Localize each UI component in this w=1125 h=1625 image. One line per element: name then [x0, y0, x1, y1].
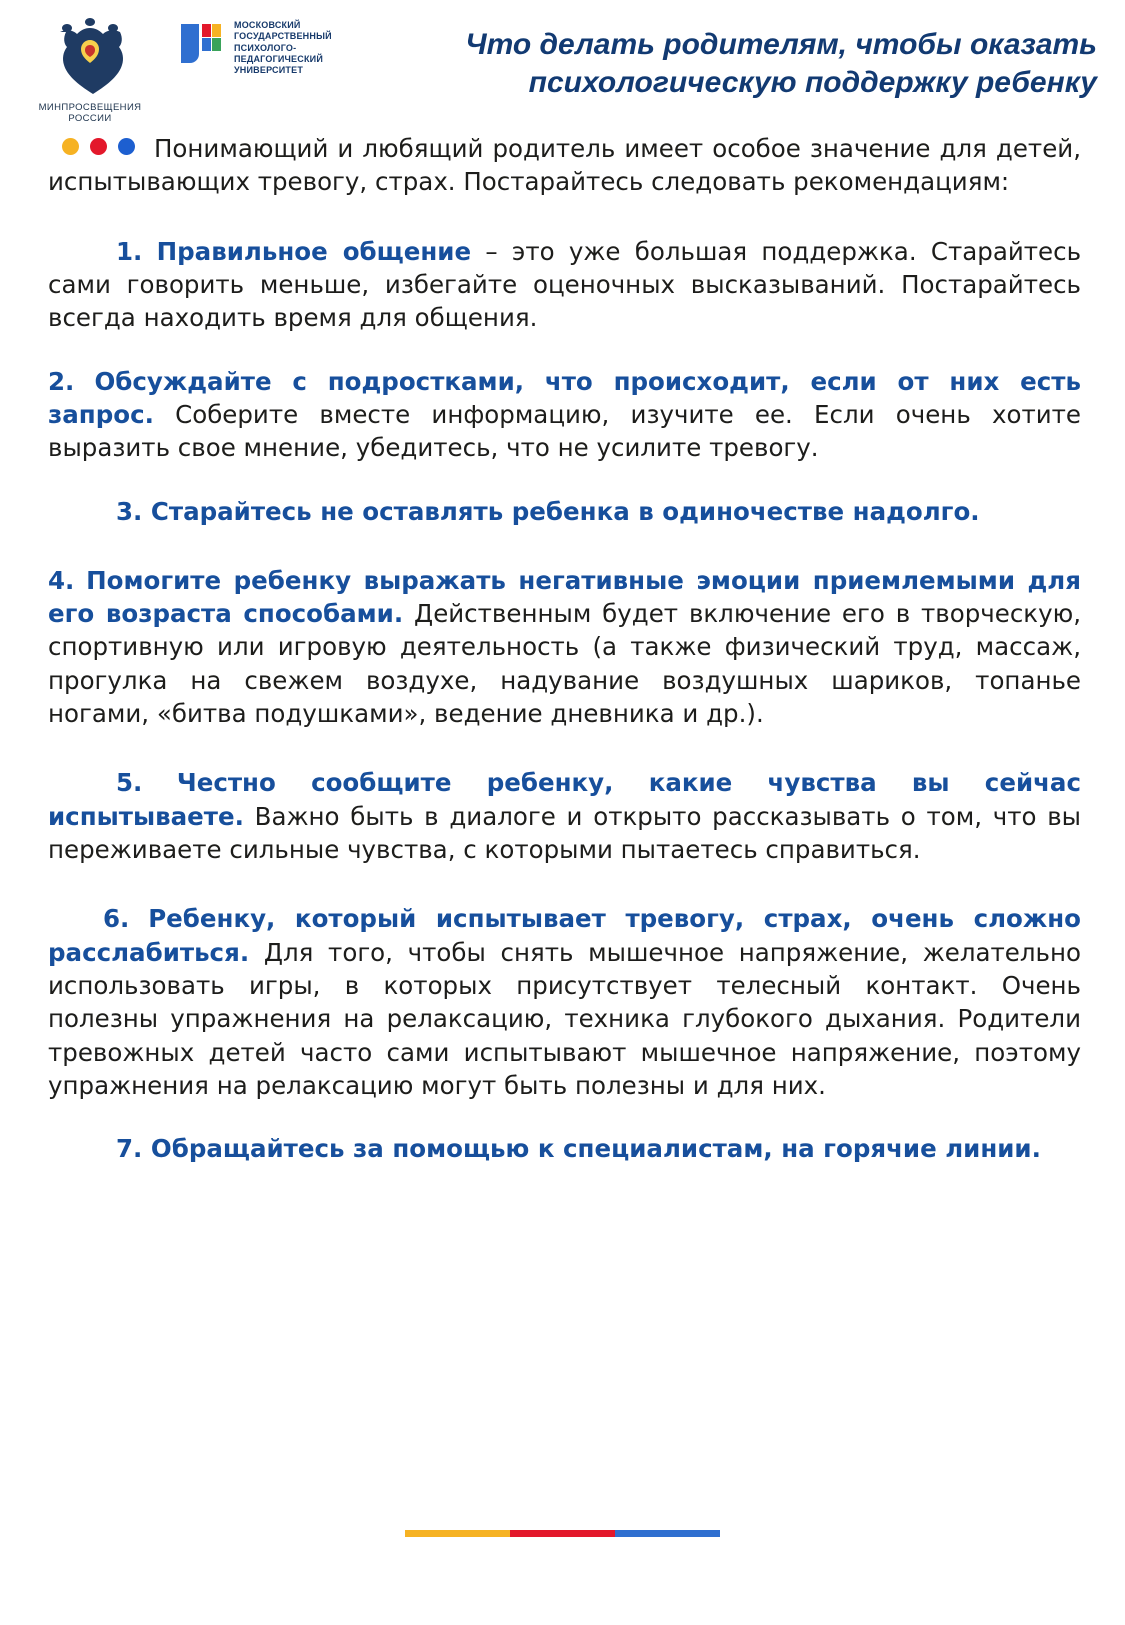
logo-group — [30, 10, 332, 125]
item-6-number: 6. — [103, 904, 130, 934]
russian-coat-of-arms-icon — [47, 14, 133, 100]
recommendation-item-6 — [48, 902, 1081, 1102]
recommendation-item-7 — [116, 1132, 1081, 1165]
item-2-rest: Соберите вместе информацию, изучите ее. Если очень хотите выразить свое мнение, убедитесь, что не усилите тревогу. — [48, 399, 1081, 463]
footer-bar-red — [510, 1530, 615, 1537]
item-6-rest: Для того, чтобы снять мышечное напряжение, желательно использовать игры, в которых присутствует телесный контакт. Очень полезны упражнения на релаксацию, техника глубокого дыхания. Родители тревожных детей часто сами испытывают мышечное напряжение, поэтому упражнения на релаксацию могут быть полезны и для них. — [48, 937, 1081, 1100]
document-body — [0, 130, 1125, 1166]
item-7-number: 7. — [116, 1134, 143, 1164]
item-4-rest: Действенным будет включение его в творческую, спортивную или игровую деятельность (а также физический труд, массаж, прогулка на свежем воздухе, надувание воздушных шариков, топанье ногами, «битва подушками», ведение дневника и др.). — [48, 599, 1082, 729]
yellow-dot-icon — [62, 138, 79, 155]
university-name: МОСКОВСКИЙ ГОСУДАРСТВЕННЫЙ ПСИХОЛОГО- ПЕДАГОГИЧЕСКИЙ УНИВЕРСИТЕТ — [234, 20, 332, 75]
item-6-bold: Ребенку, который испытывает тревогу, страх, очень сложно расслабиться. — [48, 904, 1082, 967]
dot-decoration-group — [62, 130, 146, 163]
item-3-bold: Старайтесь не оставлять ребенка в одиночестве надолго. — [150, 496, 980, 526]
university-logo-block — [178, 14, 332, 76]
blue-dot-icon — [118, 138, 135, 155]
item-1-bold: Правильное общение — [156, 236, 472, 266]
ministry-emblem-block — [30, 14, 150, 125]
ministry-emblem-caption: МИНПРОСВЕЩЕНИЯ РОССИИ — [38, 102, 142, 124]
item-1-number: 1. — [116, 236, 143, 266]
item-5-rest: Важно быть в диалоге и открыто рассказывать о том, что вы переживаете сильные чувства, с которыми пытаетесь справиться. — [48, 801, 1081, 864]
item-5-number: 5. — [116, 768, 143, 798]
item-2-bold: Обсуждайте с подростками, что происходит, если от них есть запрос. — [48, 366, 1081, 429]
footer-bar-blue — [615, 1530, 720, 1537]
page-title: Что делать родителям, чтобы оказать психологическую поддержку ребенку — [465, 28, 1097, 100]
item-2-number: 2. — [48, 366, 75, 396]
intro-paragraph — [48, 130, 1081, 199]
intro-text: Понимающий и любящий родитель имеет особое значение для детей, испытывающих тревогу, страх. Постарайтесь следовать рекомендациям: — [48, 134, 1081, 197]
item-4-number: 4. — [48, 565, 75, 595]
recommendation-item-1 — [48, 235, 1081, 335]
item-3-number: 3. — [116, 496, 143, 526]
mgppu-logo-icon — [178, 20, 224, 76]
footer-color-bar — [0, 1530, 1125, 1537]
item-7-bold: Обращайтесь за помощью к специалистам, на горячие линии. — [150, 1134, 1041, 1164]
recommendation-item-5 — [48, 766, 1081, 866]
red-dot-icon — [90, 138, 107, 155]
page-header — [0, 0, 1125, 130]
recommendation-item-3 — [48, 495, 1081, 528]
item-5-bold: Честно сообщите ребенку, какие чувства вы сейчас испытываете. — [48, 768, 1081, 831]
item-4-bold: Помогите ребенку выражать негативные эмоции приемлемыми для его возраста способами. — [48, 565, 1081, 629]
footer-bar-yellow — [405, 1530, 510, 1537]
item-1-rest: – это уже большая поддержка. Старайтесь сами говорить меньше, избегайте оценочных высказываний. Постарайтесь всегда находить время для общения. — [48, 236, 1082, 333]
recommendation-item-4 — [48, 564, 1081, 731]
recommendation-item-2 — [48, 365, 1081, 465]
